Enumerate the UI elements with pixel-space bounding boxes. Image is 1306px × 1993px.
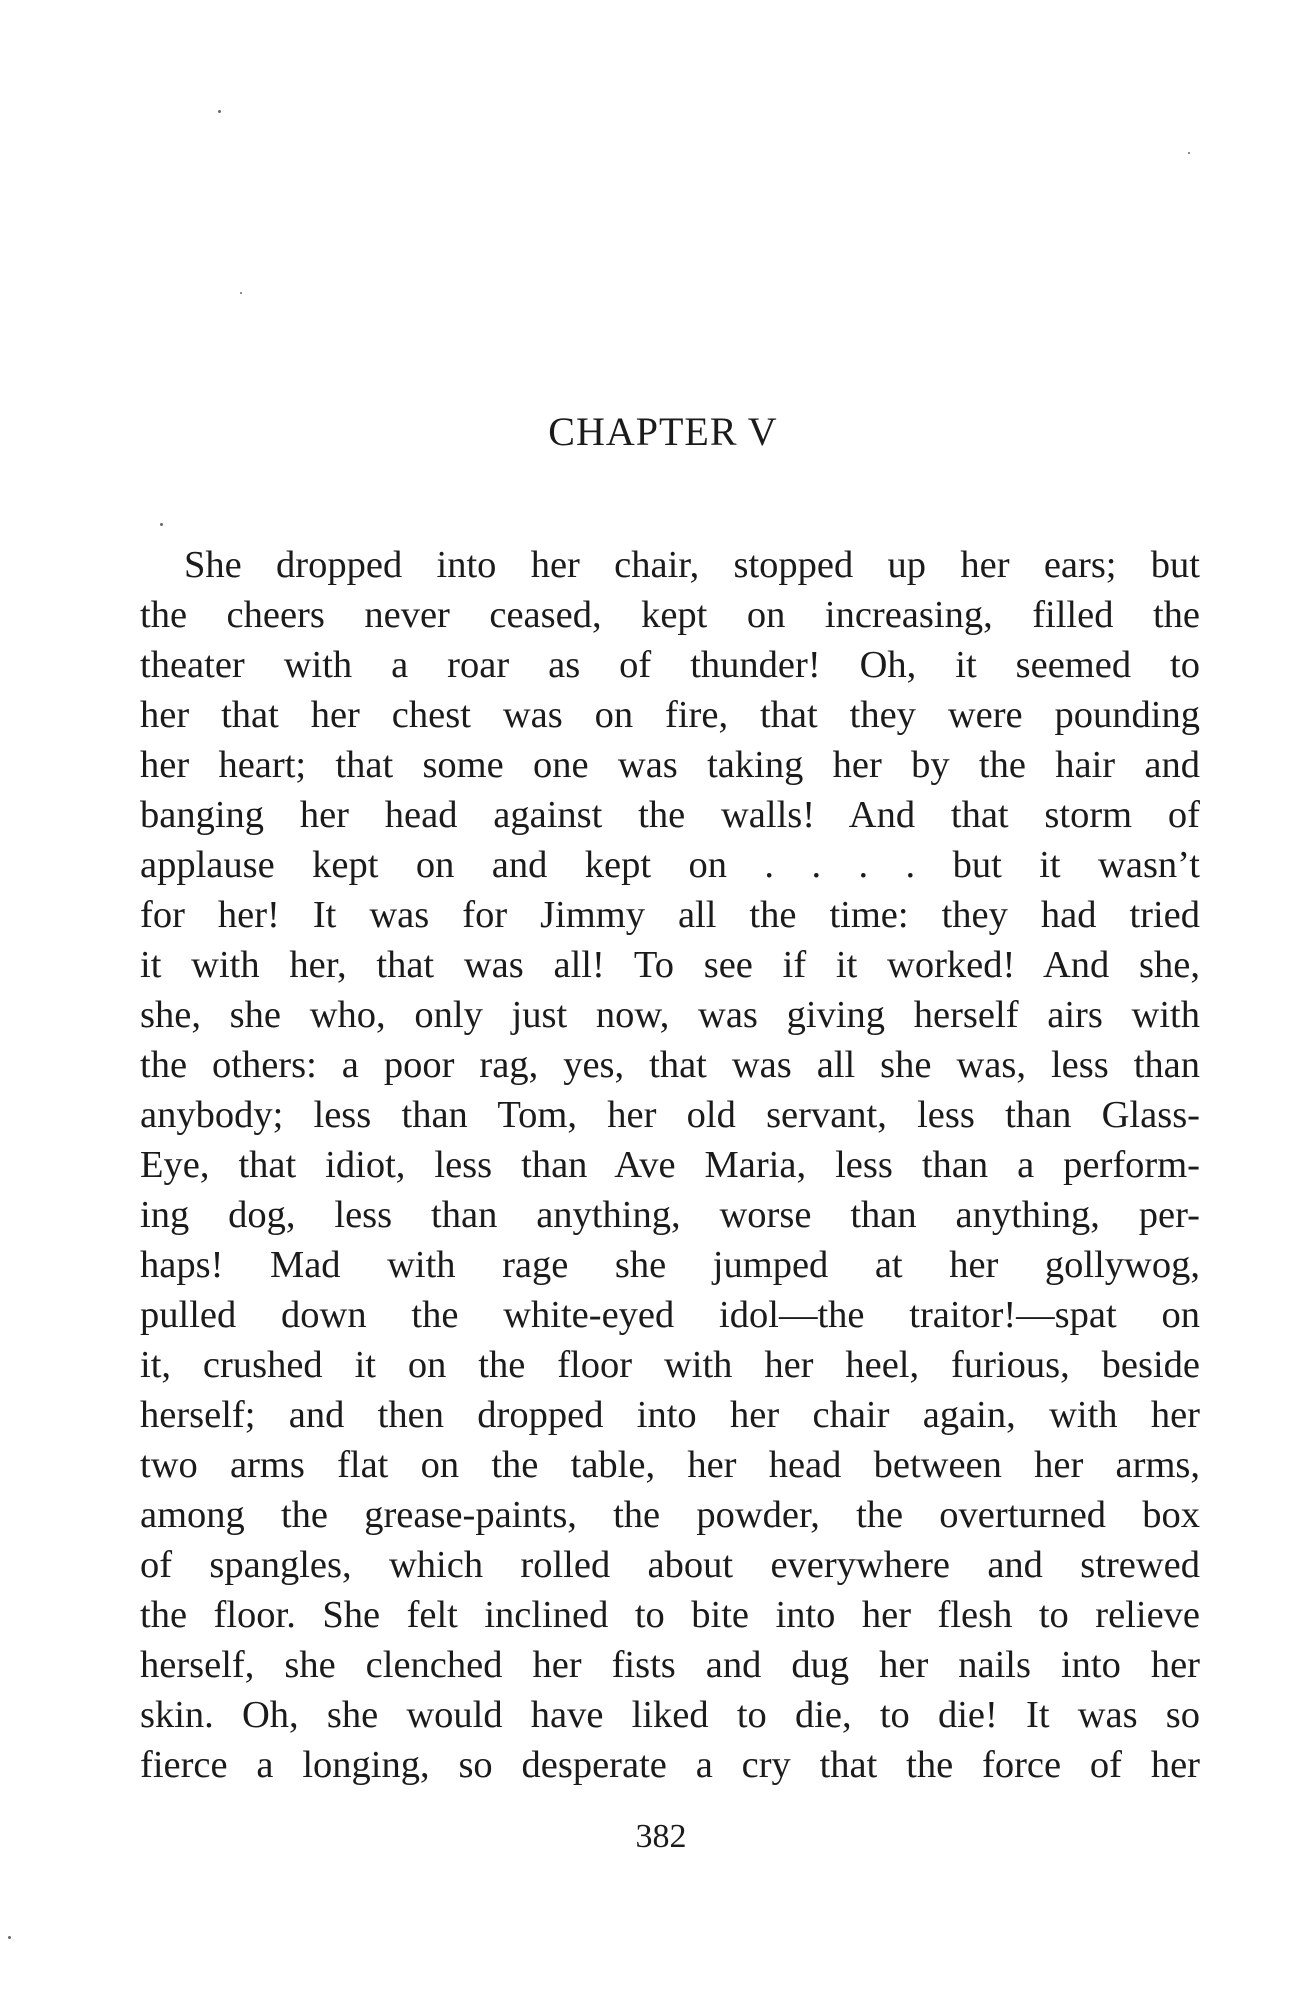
text-line: her heart; that some one was taking her by the hair and [140, 744, 1200, 786]
scan-speck [160, 523, 163, 526]
chapter-body [140, 540, 1200, 1790]
page-number: 382 [635, 1818, 687, 1855]
text-line: banging her head against the walls! And that storm of [140, 794, 1200, 836]
text-line: the floor. She felt inclined to bite into her flesh to relieve [140, 1594, 1200, 1636]
text-line: among the grease-paints, the powder, the overturned box [140, 1494, 1200, 1536]
scan-speck [240, 292, 242, 294]
text-line: it with her, that was all! To see if it worked! And she, [140, 944, 1200, 986]
text-line: the others: a poor rag, yes, that was all she was, less than [140, 1044, 1200, 1086]
text-line: fierce a longing, so desperate a cry that the force of her [140, 1744, 1200, 1786]
text-line: for her! It was for Jimmy all the time: they had tried [140, 894, 1200, 936]
scan-speck [1188, 152, 1190, 154]
text-line: ing dog, less than anything, worse than anything, per- [140, 1194, 1200, 1236]
text-line: she, she who, only just now, was giving herself airs with [140, 994, 1200, 1036]
text-line: applause kept on and kept on . . . . but it wasn’t [140, 844, 1200, 886]
text-line: her that her chest was on fire, that they were pounding [140, 694, 1200, 736]
text-line: two arms flat on the table, her head between her arms, [140, 1444, 1200, 1486]
text-line: Eye, that idiot, less than Ave Maria, less than a perform- [140, 1144, 1200, 1186]
chapter-title: CHAPTER V [548, 409, 778, 454]
text-line: haps! Mad with rage she jumped at her gollywog, [140, 1244, 1200, 1286]
text-line: theater with a roar as of thunder! Oh, it seemed to [140, 644, 1200, 686]
text-line: pulled down the white-eyed idol—the traitor!—spat on [140, 1294, 1200, 1336]
scan-speck [8, 1936, 11, 1939]
text-line: herself, she clenched her fists and dug her nails into her [140, 1644, 1200, 1686]
text-line: of spangles, which rolled about everywhere and strewed [140, 1544, 1200, 1586]
text-line: herself; and then dropped into her chair again, with her [140, 1394, 1200, 1436]
text-line: She dropped into her chair, stopped up her ears; but [184, 544, 1200, 586]
text-line: it, crushed it on the floor with her heel, furious, beside [140, 1344, 1200, 1386]
text-line: the cheers never ceased, kept on increasing, filled the [140, 594, 1200, 636]
text-line: anybody; less than Tom, her old servant, less than Glass- [140, 1094, 1200, 1136]
text-line: skin. Oh, she would have liked to die, to die! It was so [140, 1694, 1200, 1736]
scan-speck [218, 110, 221, 113]
